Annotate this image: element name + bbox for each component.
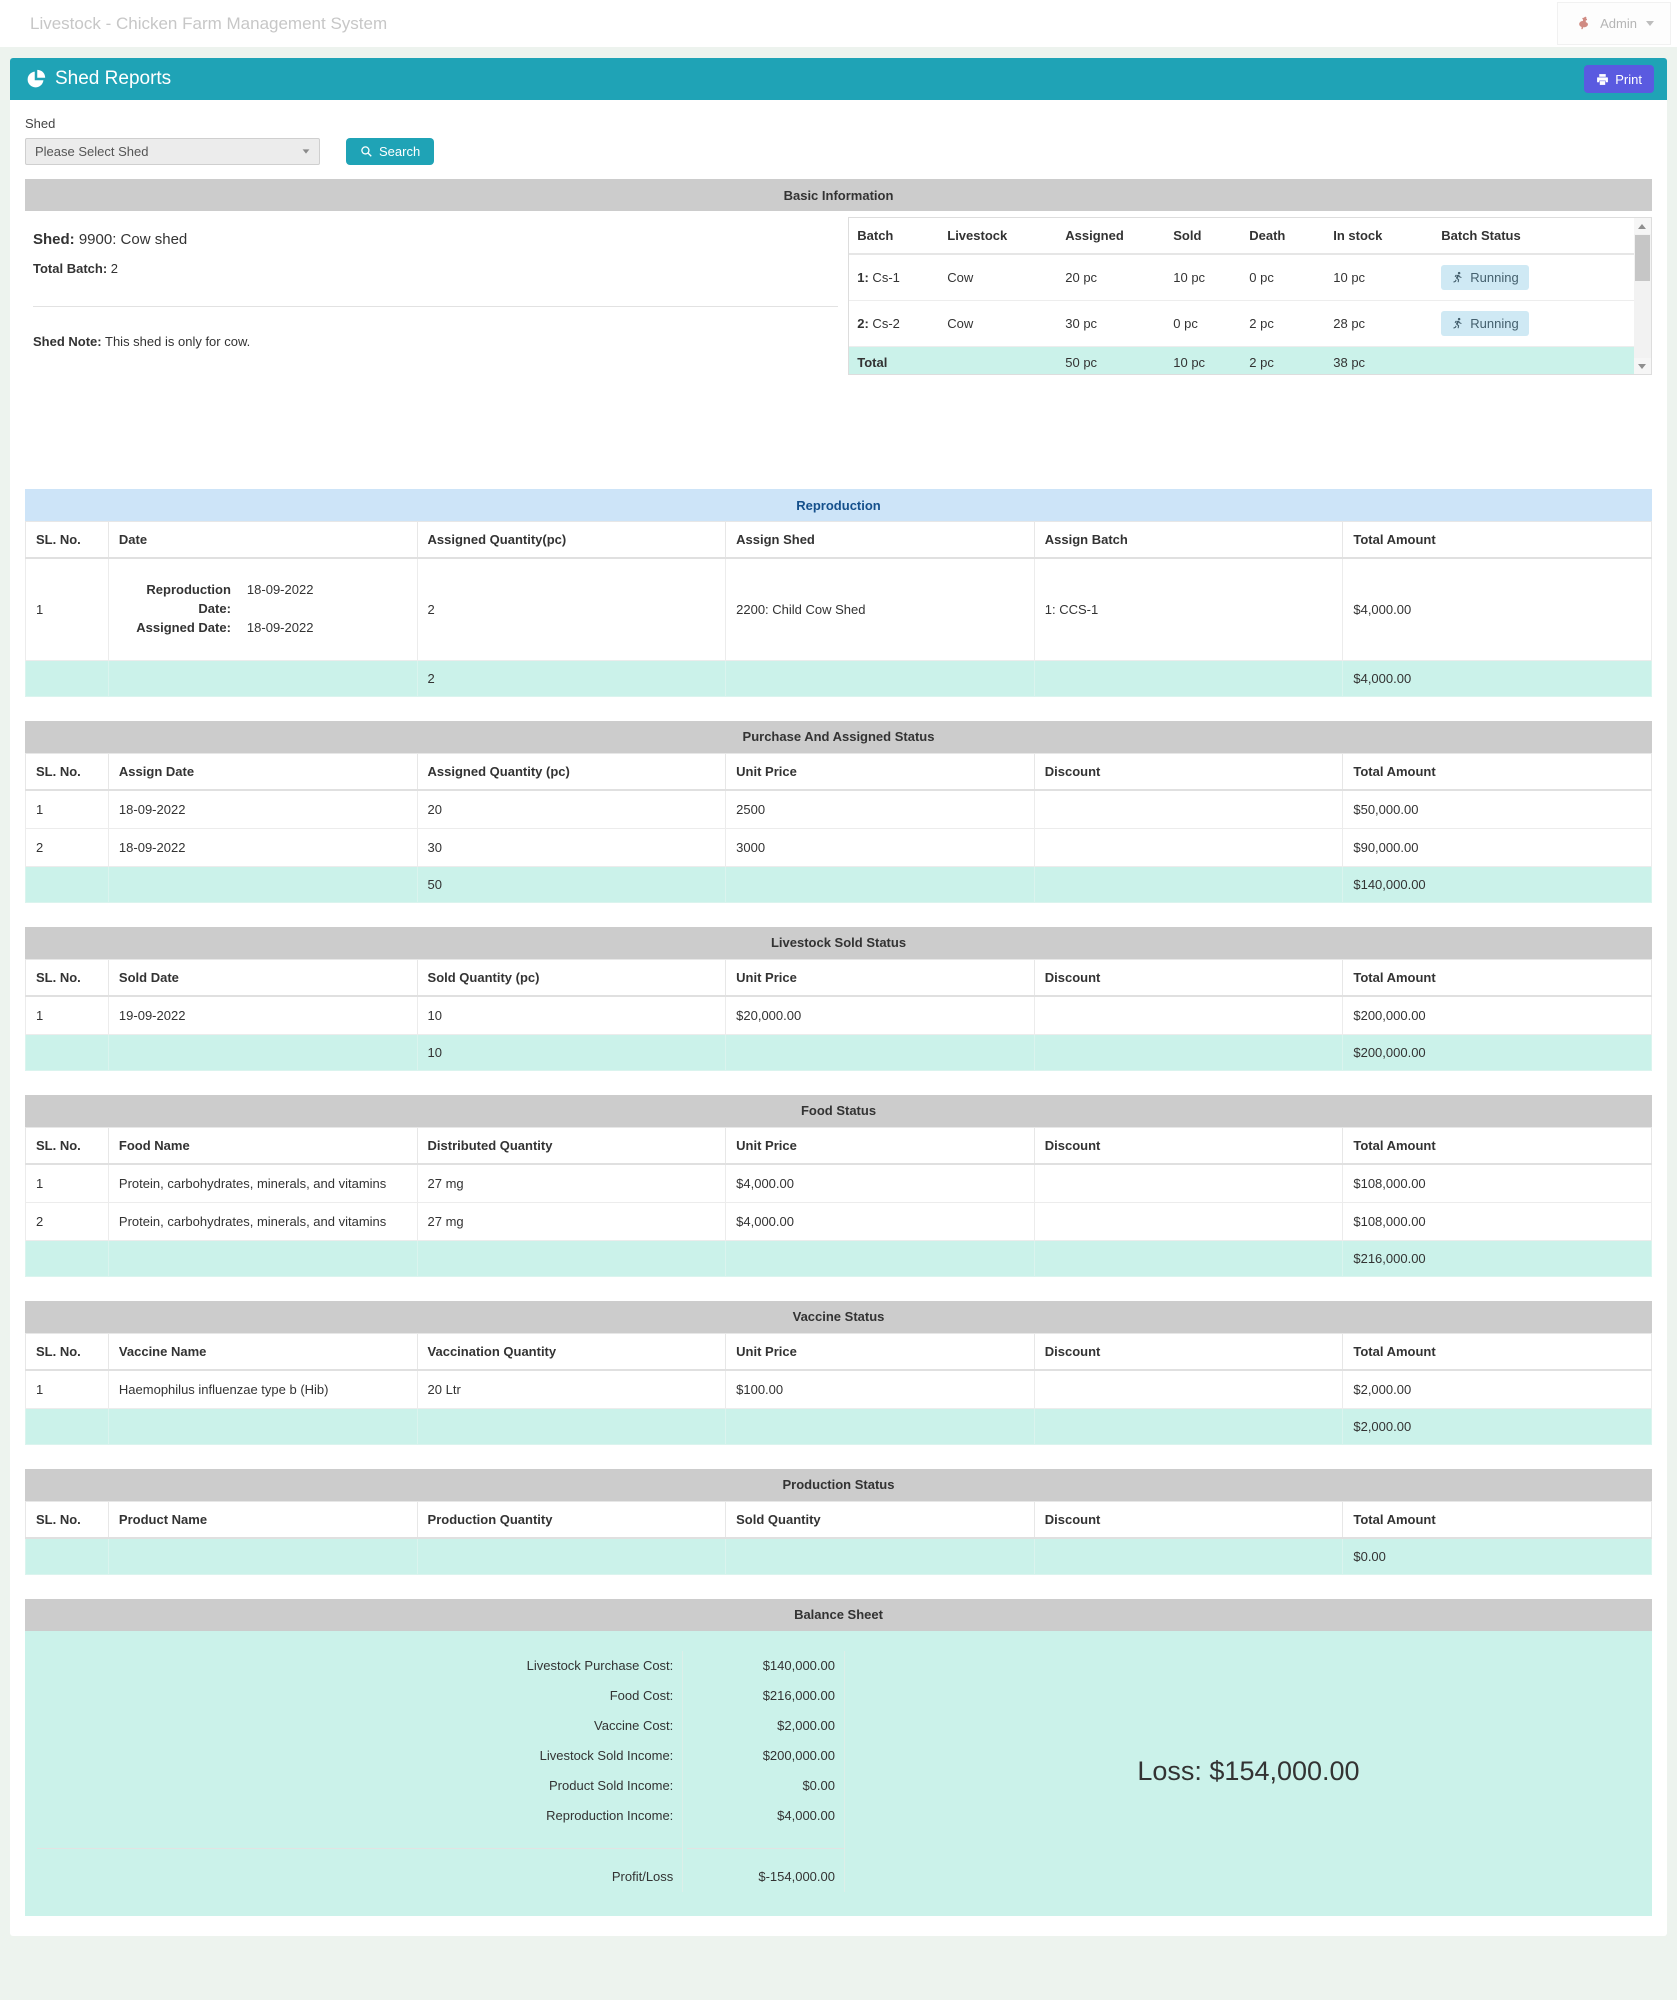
total-cell: [1034, 1408, 1343, 1444]
vaccine-table: [25, 1333, 1652, 1445]
total-cell: $216,000.00: [1343, 1240, 1652, 1276]
column-header: Assigned: [1057, 218, 1165, 254]
balance-result-panel: [845, 1651, 1652, 1892]
cell-batch: 1: Cs-1: [849, 254, 939, 301]
column-header: SL. No.: [26, 959, 109, 996]
table-row: [26, 1370, 1652, 1409]
column-header: Sold Quantity: [726, 1501, 1035, 1538]
balance-label: Vaccine Cost:: [594, 1717, 674, 1733]
cell: Protein, carbohydrates, minerals, and vitamins: [108, 1202, 417, 1240]
column-header: Vaccination Quantity: [417, 1333, 726, 1370]
table-row: [26, 996, 1652, 1035]
shed-select[interactable]: [25, 138, 320, 165]
shed-note-line: [33, 334, 838, 349]
cell: 1: [26, 996, 109, 1035]
total-cell: [108, 1408, 417, 1444]
cell-batch: 1: CCS-1: [1034, 558, 1343, 660]
total-cell: [726, 1240, 1035, 1276]
total-row: [26, 1034, 1652, 1070]
cell: $2,000.00: [1343, 1370, 1652, 1409]
total-cell: 38 pc: [1325, 347, 1433, 376]
section-basic-information: [25, 179, 1652, 473]
total-cell: [108, 866, 417, 902]
top-navbar: [0, 0, 1677, 47]
section-purchase: [25, 721, 1652, 903]
column-header: Vaccine Name: [108, 1333, 417, 1370]
shed-filter-label: Shed: [25, 116, 56, 131]
cell-status: [1433, 254, 1634, 301]
cell: 27 mg: [417, 1202, 726, 1240]
balance-label: Product Sold Income:: [549, 1777, 674, 1793]
column-header: Total Amount: [1343, 1501, 1652, 1538]
cell: 1: [26, 790, 109, 829]
cell: 10 pc: [1165, 254, 1241, 301]
total-cell: [726, 866, 1035, 902]
filter-row: [25, 138, 1652, 165]
balance-value: $200,000.00: [762, 1747, 835, 1763]
total-batch-line: [33, 261, 838, 276]
admin-label: Admin: [1600, 16, 1637, 31]
status-label: Running: [1470, 270, 1519, 285]
total-cell: [26, 1240, 109, 1276]
total-cell: [417, 1408, 726, 1444]
cell: 10: [417, 996, 726, 1035]
column-header: Unit Price: [726, 1333, 1035, 1370]
column-header: Sold Quantity (pc): [417, 959, 726, 996]
cell: [1034, 996, 1343, 1035]
total-cell: $2,000.00: [1343, 1408, 1652, 1444]
column-header: Date: [108, 522, 417, 559]
total-cell: 10 pc: [1165, 347, 1241, 376]
table-row: [849, 301, 1634, 347]
total-cell: 10: [417, 1034, 726, 1070]
batch-table-panel: [848, 211, 1652, 473]
total-cell: [108, 1538, 417, 1575]
section-vaccine: [25, 1301, 1652, 1445]
rooster-icon: [1574, 15, 1591, 32]
production-table: [25, 1501, 1652, 1575]
cell-amount: $4,000.00: [1343, 558, 1652, 660]
purchase-table: [25, 753, 1652, 903]
cell: 1: [26, 1164, 109, 1203]
table-row: [849, 254, 1634, 301]
column-header: Unit Price: [726, 753, 1035, 790]
total-cell: [726, 1408, 1035, 1444]
cell: Cow: [939, 301, 1057, 347]
table-row: [26, 1164, 1652, 1203]
total-batch-label: Total Batch:: [33, 261, 108, 276]
column-header: SL. No.: [26, 1501, 109, 1538]
food-title: Food Status: [25, 1095, 1652, 1127]
status-sections: [25, 721, 1652, 1575]
scrollbar-down-icon[interactable]: [1634, 358, 1651, 374]
balance-value: $0.00: [802, 1777, 835, 1793]
shed-details: [25, 211, 848, 473]
cell: Haemophilus influenzae type b (Hib): [108, 1370, 417, 1409]
assigned-date-label: Assigned Date:: [136, 619, 231, 635]
assigned-date-value: 18-09-2022: [246, 619, 314, 635]
balance-label: Reproduction Income:: [546, 1807, 674, 1823]
reproduction-title: Reproduction: [25, 489, 1652, 521]
cell: [1034, 1164, 1343, 1203]
reproduction-date-label: Reproduction Date:: [146, 582, 231, 616]
scrollbar-up-icon[interactable]: [1634, 218, 1651, 234]
column-header: Total Amount: [1343, 522, 1652, 559]
table-row: [26, 558, 1652, 660]
column-header: Livestock: [939, 218, 1057, 254]
page-title: Shed Reports: [26, 68, 171, 90]
purchase-title: Purchase And Assigned Status: [25, 721, 1652, 753]
cell: Cow: [939, 254, 1057, 301]
column-header: Unit Price: [726, 1127, 1035, 1164]
cell: 27 mg: [417, 1164, 726, 1203]
shed-reports-card: [10, 58, 1667, 1936]
shed-note-value: This shed is only for cow.: [105, 334, 251, 349]
basic-information-title: Basic Information: [25, 179, 1652, 211]
total-cell: $200,000.00: [1343, 1034, 1652, 1070]
loss-amount: Loss: $154,000.00: [1137, 1755, 1360, 1786]
cell: 10 pc: [1325, 254, 1433, 301]
total-cell: 2 pc: [1241, 347, 1325, 376]
cell: $50,000.00: [1343, 790, 1652, 829]
column-header: Total Amount: [1343, 959, 1652, 996]
shed-select-value: Please Select Shed: [35, 144, 149, 159]
total-amount: $4,000.00: [1343, 660, 1652, 696]
card-body: [10, 100, 1667, 1936]
search-icon: [360, 145, 373, 158]
column-header: Sold Date: [108, 959, 417, 996]
total-cell: [26, 1538, 109, 1575]
total-cell: [417, 1240, 726, 1276]
total-cell: [1034, 1240, 1343, 1276]
balance-value: $140,000.00: [762, 1657, 835, 1673]
column-header: Distributed Quantity: [417, 1127, 726, 1164]
printer-icon: [1596, 73, 1609, 86]
cell: 2 pc: [1241, 301, 1325, 347]
header-row: [26, 1333, 1652, 1370]
cell: $108,000.00: [1343, 1202, 1652, 1240]
column-header: Discount: [1034, 1127, 1343, 1164]
cell: 18-09-2022: [108, 790, 417, 829]
total-label: Total: [849, 347, 939, 376]
cell: $20,000.00: [726, 996, 1035, 1035]
cell: [1034, 790, 1343, 829]
column-header: Assigned Quantity (pc): [417, 753, 726, 790]
cell: 30: [417, 828, 726, 866]
cell: $4,000.00: [726, 1202, 1035, 1240]
total-cell: [417, 1538, 726, 1575]
reproduction-table: [25, 521, 1652, 697]
column-header: Assign Batch: [1034, 522, 1343, 559]
section-sold: [25, 927, 1652, 1071]
cell-date: [108, 558, 417, 660]
shed-value: 9900: Cow shed: [78, 231, 188, 248]
food-table: [25, 1127, 1652, 1277]
divider: [33, 306, 838, 307]
production-title: Production Status: [25, 1469, 1652, 1501]
column-header: Assign Shed: [726, 522, 1035, 559]
cell: [1034, 1202, 1343, 1240]
column-header: SL. No.: [26, 1127, 109, 1164]
app-title: Livestock - Chicken Farm Management System: [30, 13, 388, 33]
cell: 30 pc: [1057, 301, 1165, 347]
column-header: Batch Status: [1433, 218, 1634, 254]
column-header: SL. No.: [26, 753, 109, 790]
total-cell: [1034, 1538, 1343, 1575]
basic-info-content: [25, 211, 1652, 473]
status-badge: [1441, 265, 1528, 290]
cell: $4,000.00: [726, 1164, 1035, 1203]
cell: $200,000.00: [1343, 996, 1652, 1035]
cell: 28 pc: [1325, 301, 1433, 347]
profit-loss-label: Profit/Loss: [611, 1868, 674, 1884]
section-reproduction: [25, 489, 1652, 697]
vaccine-title: Vaccine Status: [25, 1301, 1652, 1333]
balance-label: Livestock Sold Income:: [539, 1747, 674, 1763]
total-cell: [108, 1034, 417, 1070]
column-header: Product Name: [108, 1501, 417, 1538]
total-row: [26, 1408, 1652, 1444]
total-row: [26, 660, 1652, 696]
balance-labels-column: [25, 1651, 682, 1892]
status-badge: [1441, 311, 1528, 336]
column-header: Assign Date: [108, 753, 417, 790]
cell-batch: 2: Cs-2: [849, 301, 939, 347]
cell-qty: 2: [417, 558, 726, 660]
running-icon: [1451, 271, 1464, 284]
header-row: [26, 1127, 1652, 1164]
column-header: Food Name: [108, 1127, 417, 1164]
admin-menu[interactable]: [1557, 2, 1671, 45]
total-cell: [108, 1240, 417, 1276]
search-button[interactable]: Search: [346, 138, 434, 165]
cell: 0 pc: [1165, 301, 1241, 347]
balance-label: Food Cost:: [609, 1687, 674, 1703]
cell: 2: [26, 828, 109, 866]
cell: 19-09-2022: [108, 996, 417, 1035]
cell: 2: [26, 1202, 109, 1240]
card-header: [10, 58, 1667, 100]
balance-values-column: [682, 1651, 845, 1892]
balance-sheet: [25, 1631, 1652, 1916]
column-header: In stock: [1325, 218, 1433, 254]
divider: [37, 1848, 682, 1849]
header-row: [26, 1501, 1652, 1538]
shed-note-label: Shed Note:: [33, 334, 102, 349]
balance-value: $4,000.00: [777, 1807, 835, 1823]
header-row: [26, 959, 1652, 996]
chevron-down-icon: [1646, 21, 1654, 26]
header-row: [26, 522, 1652, 559]
total-cell: [1034, 1034, 1343, 1070]
total-cell: $0.00: [1343, 1538, 1652, 1575]
cell-shed: 2200: Child Cow Shed: [726, 558, 1035, 660]
cell: 0 pc: [1241, 254, 1325, 301]
column-header: Sold: [1165, 218, 1241, 254]
column-header: Discount: [1034, 753, 1343, 790]
cell: 3000: [726, 828, 1035, 866]
cell: 20 pc: [1057, 254, 1165, 301]
total-cell: 50: [417, 866, 726, 902]
print-button[interactable]: Print: [1584, 65, 1654, 93]
total-cell: $140,000.00: [1343, 866, 1652, 902]
profit-loss-value: $-154,000.00: [758, 1868, 835, 1884]
cell: $108,000.00: [1343, 1164, 1652, 1203]
vertical-scrollbar[interactable]: [1634, 218, 1651, 374]
divider: [687, 1848, 844, 1849]
total-cell: 50 pc: [1057, 347, 1165, 376]
column-header: Death: [1241, 218, 1325, 254]
table-row: [26, 790, 1652, 829]
running-icon: [1451, 317, 1464, 330]
sold-table: [25, 959, 1652, 1071]
table-row: [26, 1202, 1652, 1240]
cell: 18-09-2022: [108, 828, 417, 866]
sold-title: Livestock Sold Status: [25, 927, 1652, 959]
batch-header-row: [849, 218, 1634, 254]
scrollbar-thumb[interactable]: [1635, 235, 1650, 281]
column-header: Total Amount: [1343, 1333, 1652, 1370]
section-balance-sheet: [25, 1599, 1652, 1916]
column-header: Total Amount: [1343, 753, 1652, 790]
column-header: Assigned Quantity(pc): [417, 522, 726, 559]
cell: [1034, 1370, 1343, 1409]
column-header: Production Quantity: [417, 1501, 726, 1538]
batch-table-scrollbox: [848, 217, 1652, 375]
total-row: [26, 1538, 1652, 1575]
pie-chart-icon: [26, 69, 46, 89]
reproduction-date-value: 18-09-2022: [246, 582, 314, 597]
total-cell: [26, 1408, 109, 1444]
column-header: Discount: [1034, 1501, 1343, 1538]
section-food: [25, 1095, 1652, 1277]
cell: $90,000.00: [1343, 828, 1652, 866]
shed-name-line: [33, 231, 838, 248]
total-row: [26, 1240, 1652, 1276]
balance-sheet-title: Balance Sheet: [25, 1599, 1652, 1631]
batch-number: 2:: [857, 316, 869, 331]
cell-sl: 1: [26, 558, 109, 660]
cell: 2500: [726, 790, 1035, 829]
total-cell: [726, 1034, 1035, 1070]
cell: 1: [26, 1370, 109, 1409]
total-qty: 2: [417, 660, 726, 696]
column-header: Discount: [1034, 1333, 1343, 1370]
section-production: [25, 1469, 1652, 1575]
total-row: [26, 866, 1652, 902]
total-cell: [26, 1034, 109, 1070]
header-row: [26, 753, 1652, 790]
cell: [1034, 828, 1343, 866]
column-header: Total Amount: [1343, 1127, 1652, 1164]
balance-value: $216,000.00: [762, 1687, 835, 1703]
cell-status: [1433, 301, 1634, 347]
cell: $100.00: [726, 1370, 1035, 1409]
cell: 20 Ltr: [417, 1370, 726, 1409]
total-cell: [1034, 866, 1343, 902]
cell: Protein, carbohydrates, minerals, and vitamins: [108, 1164, 417, 1203]
total-row: [849, 347, 1634, 376]
cell: 20: [417, 790, 726, 829]
status-label: Running: [1470, 316, 1519, 331]
balance-value: $2,000.00: [777, 1717, 835, 1733]
balance-label: Livestock Purchase Cost:: [526, 1657, 674, 1673]
batch-table: [849, 218, 1634, 375]
shed-label: Shed:: [33, 231, 75, 248]
column-header: Unit Price: [726, 959, 1035, 996]
select-caret-icon: [303, 149, 310, 153]
column-header: Discount: [1034, 959, 1343, 996]
column-header: Batch: [849, 218, 939, 254]
column-header: SL. No.: [26, 522, 109, 559]
total-cell: [26, 866, 109, 902]
total-cell: [726, 1538, 1035, 1575]
table-row: [26, 828, 1652, 866]
total-batch-value: 2: [110, 261, 119, 276]
batch-number: 1:: [857, 270, 869, 285]
column-header: SL. No.: [26, 1333, 109, 1370]
